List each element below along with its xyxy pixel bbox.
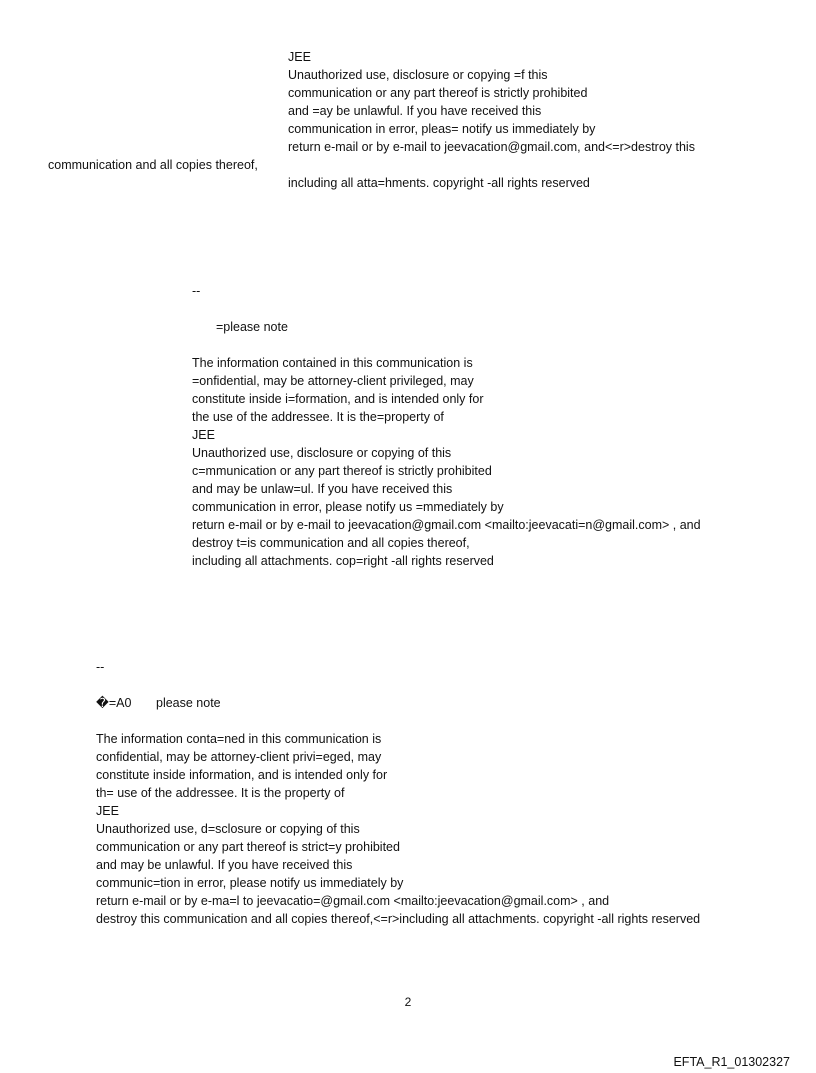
text-line: return e-mail or by e-ma=l to jeevacatio=@gmail.com <mailto:jeevacation@gmail.com> , and — [96, 894, 610, 908]
separator: -- — [96, 660, 105, 674]
text-line: including all atta=hments. copyright -all rights reserved — [288, 176, 590, 190]
text-line: Unauthorized use, disclosure or copying =f this — [288, 68, 548, 82]
text-line: constitute inside information, and is intended only for — [96, 768, 388, 782]
text-line: communication or any part thereof is strictly prohibited — [288, 86, 588, 100]
text-line: destroy t=is communication and all copies thereof, — [192, 536, 470, 550]
note-heading — [96, 694, 700, 712]
note-prefix: �=A0 — [96, 696, 132, 710]
note-heading — [192, 318, 701, 336]
disclaimer-block-1-end — [288, 174, 590, 192]
page-number: 2 — [404, 995, 412, 1009]
text-line: return e-mail or by e-mail to jeevacation@gmail.com, and<=r>destroy this — [288, 140, 695, 154]
note-text: please note — [156, 696, 221, 710]
disclaimer-block-2 — [192, 282, 701, 570]
text-line: Unauthorized use, disclosure or copying of this — [192, 446, 452, 460]
text-line: communication and all copies thereof, — [48, 158, 258, 172]
text-line: The information contained in this communication is — [192, 356, 473, 370]
text-line: the use of the addressee. It is the=property of — [192, 410, 444, 424]
text-line: JEE — [288, 50, 311, 64]
note-text: =please note — [216, 320, 288, 334]
text-line: including all attachments. cop=right -all rights reserved — [192, 554, 494, 568]
disclaimer-wrapped-line — [48, 156, 258, 174]
text-line: The information conta=ned in this communication is — [96, 732, 382, 746]
text-line: communication or any part thereof is strict=y prohibited — [96, 840, 400, 854]
text-line: constitute inside i=formation, and is intended only for — [192, 392, 484, 406]
text-line: and may be unlawful. If you have received this — [96, 858, 353, 872]
text-line: th= use of the addressee. It is the property of — [96, 786, 345, 800]
disclaimer-block-1 — [288, 48, 695, 156]
separator: -- — [192, 284, 201, 298]
text-line: JEE — [192, 428, 215, 442]
text-line: JEE — [96, 804, 119, 818]
text-line: Unauthorized use, d=sclosure or copying of this — [96, 822, 360, 836]
text-line: communic=tion in error, please notify us immediately by — [96, 876, 404, 890]
disclaimer-block-3 — [96, 658, 700, 928]
text-line: and may be unlaw=ul. If you have received this — [192, 482, 453, 496]
text-line: communication in error, please notify us =mmediately by — [192, 500, 504, 514]
text-line: and =ay be unlawful. If you have received this — [288, 104, 542, 118]
text-line: confidential, may be attorney-client privi=eged, may — [96, 750, 382, 764]
text-line: communication in error, pleas= notify us immediately by — [288, 122, 596, 136]
text-line: c=mmunication or any part thereof is strictly prohibited — [192, 464, 492, 478]
text-line: destroy this communication and all copies thereof,<=r>including all attachments. copyright -all rights reserved — [96, 912, 701, 926]
document-id: EFTA_R1_01302327 — [673, 1055, 790, 1069]
text-line: =onfidential, may be attorney-client privileged, may — [192, 374, 474, 388]
text-line: return e-mail or by e-mail to jeevacation@gmail.com <mailto:jeevacati=n@gmail.com> , and — [192, 518, 701, 532]
